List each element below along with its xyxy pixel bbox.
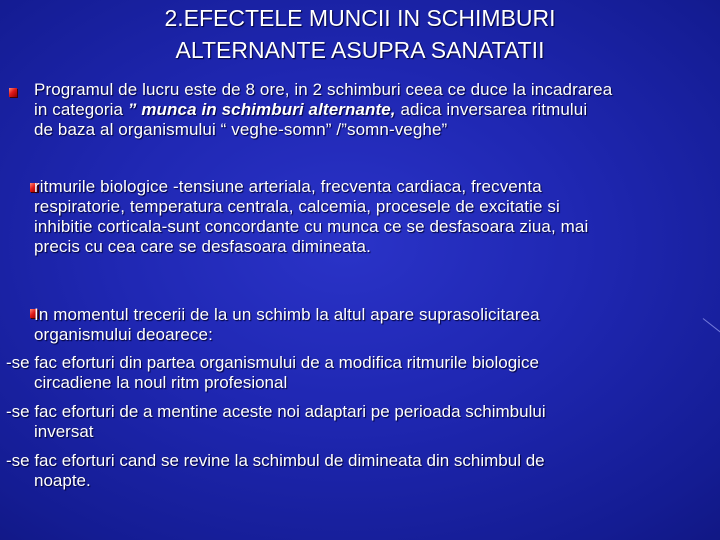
emphasized-term: ” munca in schimburi alternante,: [127, 100, 396, 119]
paragraph-line: [34, 100, 714, 120]
dash-item-1: [6, 353, 716, 393]
dash-item-2: [6, 402, 716, 442]
title-line-1: 2.EFECTELE MUNCII IN SCHIMBURI: [164, 5, 556, 31]
dash-item-line: circadiene la noul ritm profesional: [34, 373, 288, 392]
paragraph-line: In momentul trecerii de la un schimb la altul apare suprasolicitarea: [34, 305, 540, 324]
paragraph-line: precis cu cea care se desfasoara dimineata.: [34, 237, 371, 256]
dash-item-3: [6, 451, 716, 491]
dash-item-line: -se fac eforturi de a mentine aceste noi adaptari pe perioada schimbului: [6, 402, 546, 421]
paragraph-line: organismului deoarece:: [34, 325, 213, 344]
paragraph-text: in categoria: [34, 100, 128, 119]
dash-item-line: noapte.: [34, 471, 91, 490]
bullet-paragraph-3: [34, 305, 714, 345]
dash-item-line: -se fac eforturi cand se revine la schimbul de dimineata din schimbul de: [6, 451, 545, 470]
paragraph-line: ritmurile biologice -tensiune arteriala, frecventa cardiaca, frecventa: [34, 177, 542, 196]
paragraph-line: Programul de lucru este de 8 ore, in 2 schimburi ceea ce duce la incadrarea: [34, 80, 613, 99]
title-line-2: ALTERNANTE ASUPRA SANATATII: [175, 37, 545, 63]
paragraph-line: de baza al organismului “ veghe-somn” /”somn-veghe”: [34, 120, 448, 139]
bullet-paragraph-2: [34, 177, 714, 257]
dash-item-line: -se fac eforturi din partea organismului de a modifica ritmurile biologice: [6, 353, 539, 372]
bullet-paragraph-1: [34, 80, 714, 140]
bullet-square-icon: [9, 88, 17, 97]
paragraph-text: adica inversarea ritmului: [395, 100, 588, 119]
paragraph-line: inhibitie corticala-sunt concordante cu munca ce se desfasoara ziua, mai: [34, 217, 589, 236]
slide-title: [0, 2, 720, 66]
dash-item-line: inversat: [34, 422, 94, 441]
paragraph-line: respiratorie, temperatura centrala, calcemia, procesele de excitatie si: [34, 197, 560, 216]
